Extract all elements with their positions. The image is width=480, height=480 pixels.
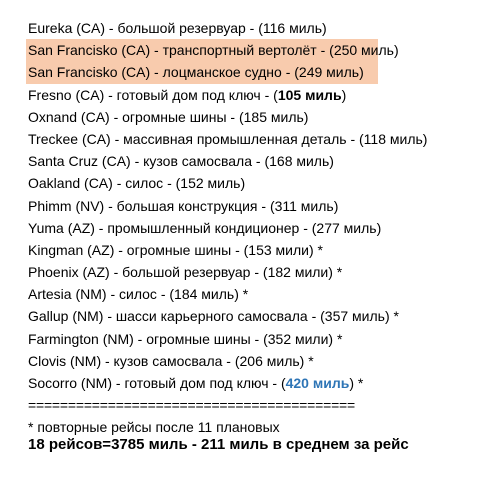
trip-line: Kingman (AZ) - огромные шины - (153 мили) * [28, 241, 323, 258]
trip-line: Oakland (CA) - силос - (152 миль) [28, 175, 246, 192]
trip-line: Oxnand (CA) - огромные шины - (185 миль) [28, 108, 309, 125]
trip-text: ) * [349, 375, 364, 391]
trip-line: Yuma (AZ) - промышленный кондиционер - (277 миль) [28, 219, 382, 236]
trip-line-highlighted: San Francisko (CA) - транспортный вертолёт - (250 миль) [26, 39, 378, 61]
trip-text: Socorro (NM) - готовый дом под ключ - ( [28, 375, 286, 391]
summary-line: 18 рейсов=3785 миль - 211 миль в среднем за рейс [28, 436, 409, 453]
trip-line: Eureka (CA) - большой резервуар - (116 миль) [28, 20, 327, 36]
trip-line: Clovis (NM) - кузов самосвала - (206 миль) * [28, 352, 314, 369]
trip-line: Gallup (NM) - шасси карьерного самосвала - (357 миль) * [28, 308, 399, 325]
trip-list [26, 17, 476, 439]
trip-text: ) [341, 86, 347, 103]
trip-distance-bold: 105 миль [277, 86, 342, 103]
trip-line-highlighted: San Francisko (CA) - лоцманское судно - (249 миль) [26, 61, 378, 83]
trip-line [26, 84, 476, 106]
trip-line: Farmington (NM) - огромные шины - (352 мили) * [28, 330, 343, 347]
separator-line: ========================================= [28, 397, 356, 414]
trip-line: Phoenix (AZ) - большой резервуар - (182 мили) * [28, 264, 343, 281]
trip-line: Artesia (NM) - силос - (184 миль) * [28, 286, 249, 303]
trip-line [26, 372, 476, 394]
trip-text: Fresno (CA) - готовый дом под ключ - ( [28, 86, 278, 103]
trip-line: Treckee (CA) - массивная промышленная деталь - (118 миль) [28, 130, 428, 147]
footnote: * повторные рейсы после 11 плановых [28, 419, 280, 436]
trip-distance-accent: 420 миль [285, 375, 350, 391]
trip-line: Phimm (NV) - большая конструкция - (311 миль) [28, 197, 339, 214]
trip-line: Santa Cruz (CA) - кузов самосвала - (168 миль) [28, 153, 334, 170]
